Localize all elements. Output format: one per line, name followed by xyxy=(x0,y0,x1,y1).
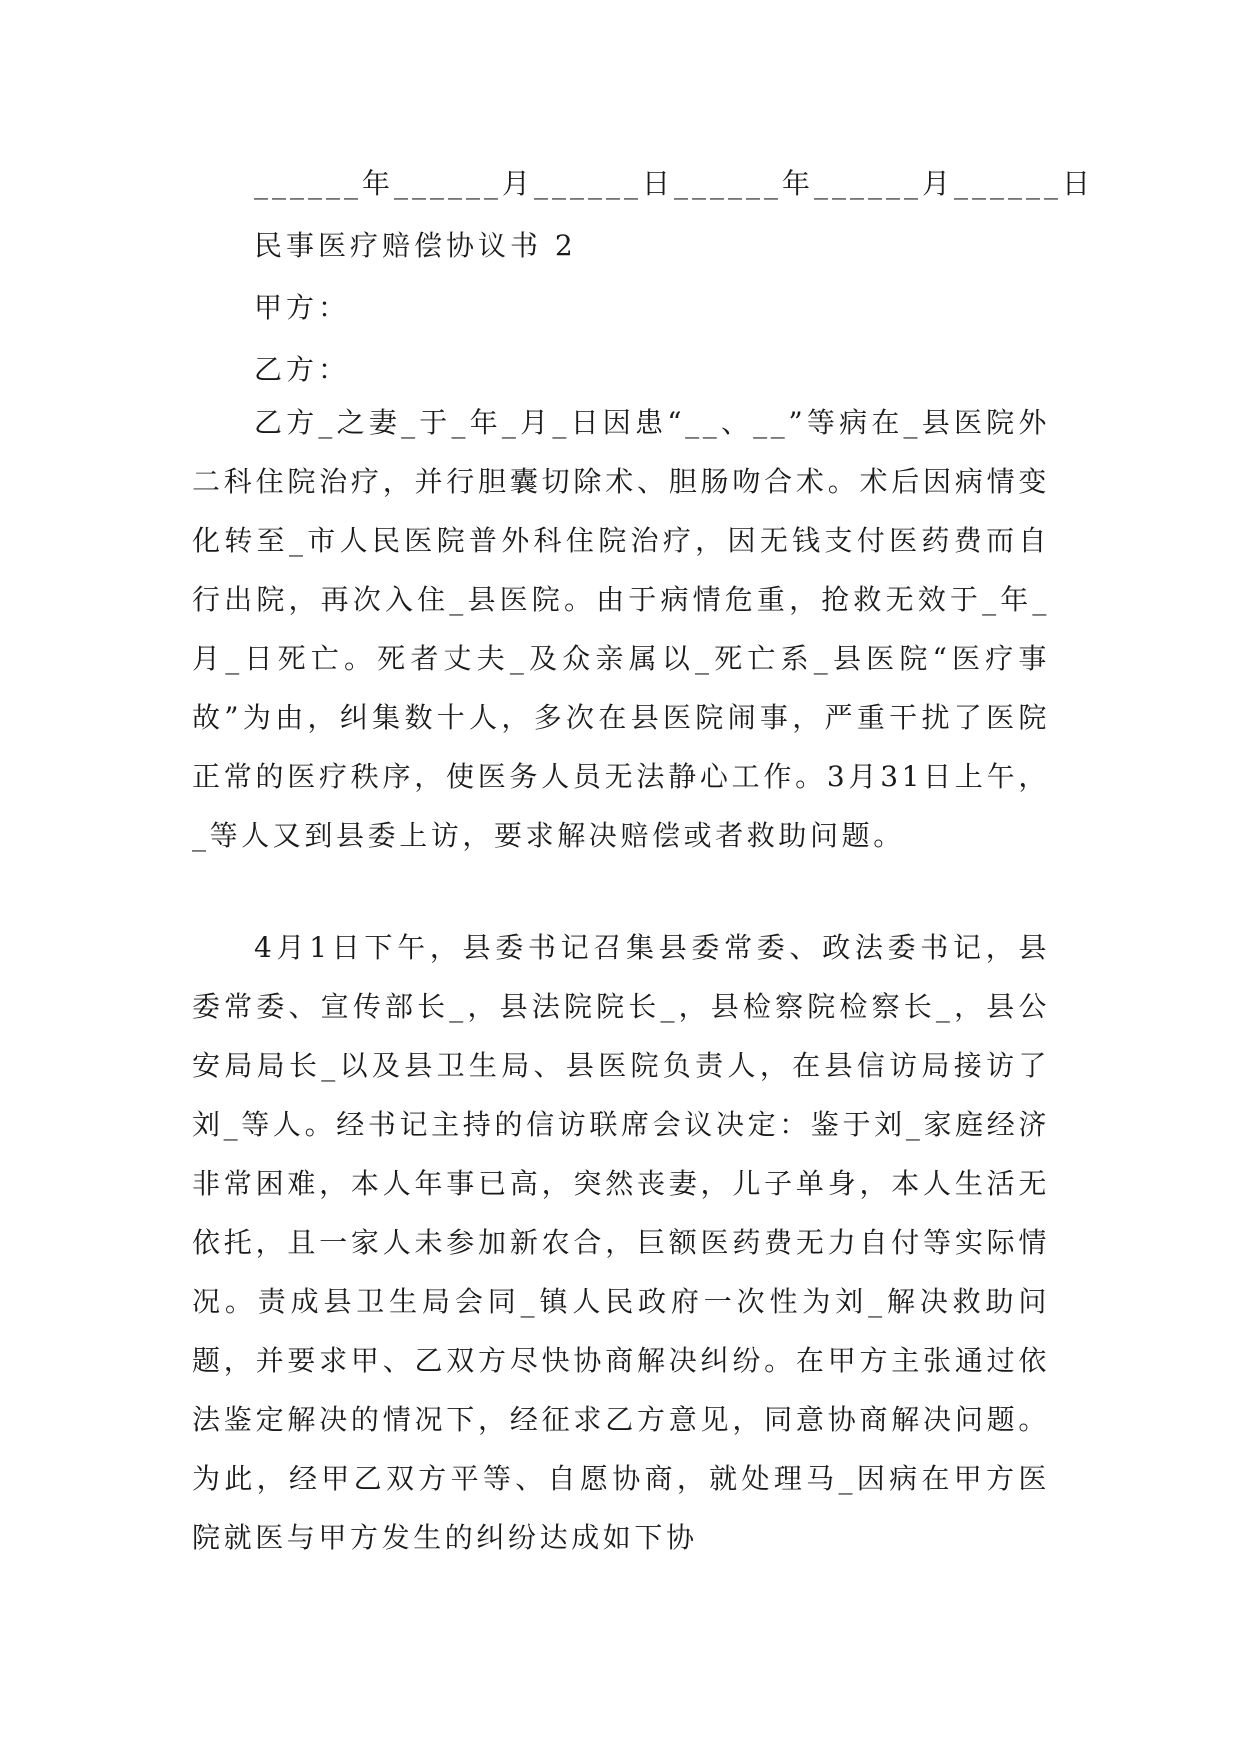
party-a-label: 甲方： xyxy=(254,291,351,324)
document-title: 民事医疗赔偿协议书 2 xyxy=(254,229,577,262)
paragraph-meeting: 4月1日下午，县委书记召集县委常委、政法委书记，县委常委、宣传部长_，县法院院长_，县检察院检察长_，县公安局局长_以及县卫生局、县医院负责人，在县信访局接访了刘_等人。经书记主持的信访联席会议决定：鉴于刘_家庭经济非常困难，本人年事已高，突然丧妻，儿子单身，本人生活无依托，且一家人未参加新农合，巨额医药费无力自付等实际情况。责成县卫生局会同_镇人民政府一次性为刘_解决救助问题，并要求甲、乙双方尽快协商解决纠纷。在甲方主张通过依法鉴定解决的情况下，经征求乙方意见，同意协商解决问题。为此，经甲乙双方平等、自愿协商，就处理马_因病在甲方医院就医与甲方发生的纠纷达成如下协 xyxy=(192,931,1050,1554)
party-b-label: 乙方： xyxy=(254,353,351,386)
paragraph-background: 乙方_之妻_于_年_月_日因患“__、__”等病在_县医院外二科住院治疗，并行胆囊切除术、胆肠吻合术。术后因病情变化转至_市人民医院普外科住院治疗，因无钱支付医药费而自行出院，再次入住_县医院。由于病情危重，抢救无效于_年_月_日死亡。死者丈夫_及众亲属以_死亡系_县医院“医疗事故”为由，纠集数十人，多次在县医院闹事，严重干扰了医院正常的医疗秩序，使医务人员无法静心工作。3月31日上午，_等人又到县委上访，要求解决赔偿或者救助问题。 xyxy=(192,406,1050,852)
date-line: ______年______月______日______年______月______日 xyxy=(254,167,1095,200)
